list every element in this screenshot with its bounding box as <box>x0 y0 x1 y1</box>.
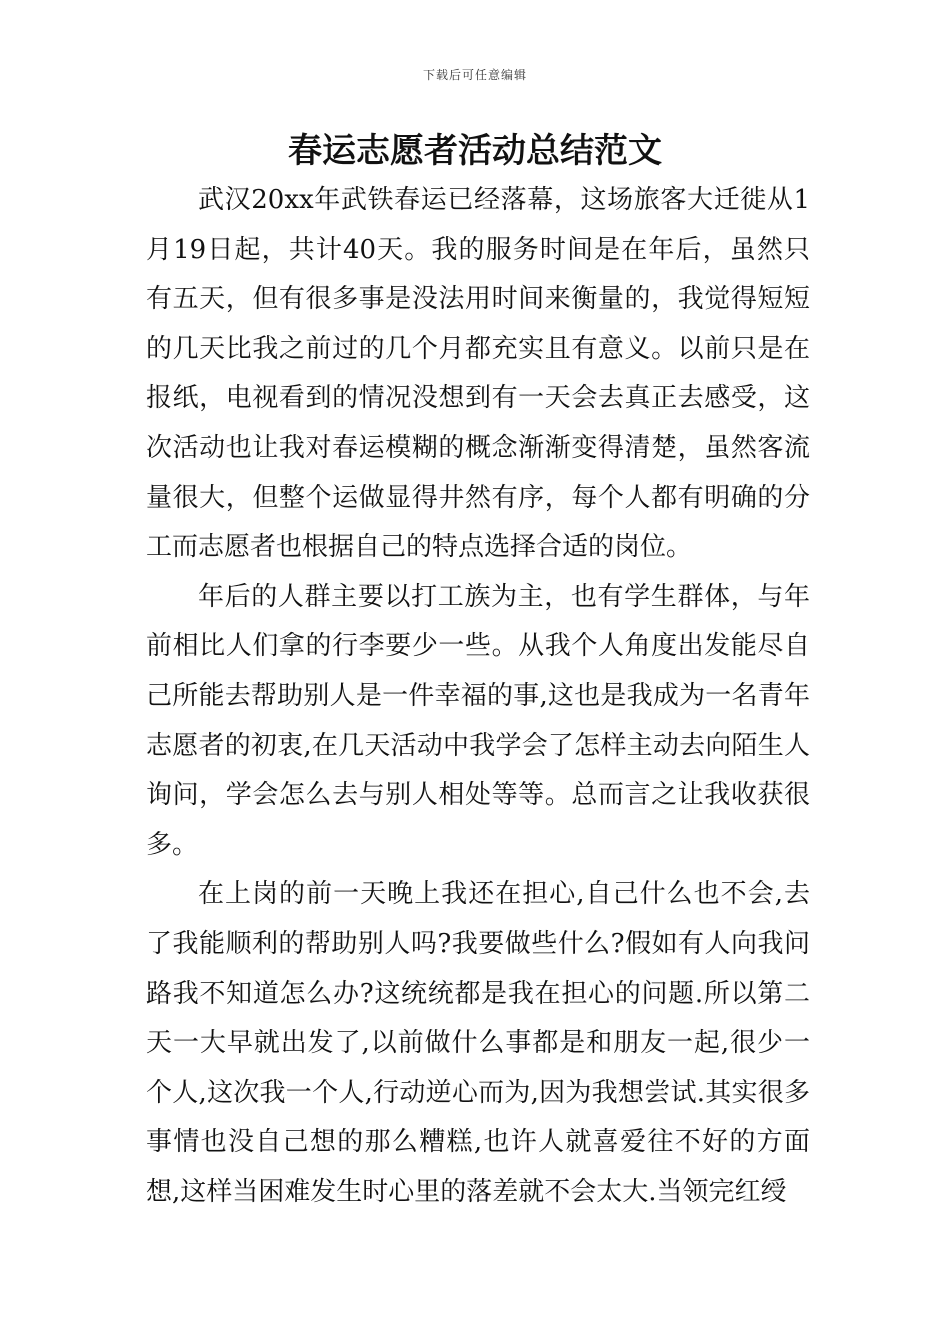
document-body <box>146 176 810 1217</box>
paragraph-1: 武汉20xx年武铁春运已经落幕，这场旅客大迁徙从1月19日起，共计40天。我的服务时间是在年后，虽然只有五天，但有很多事是没法用时间来衡量的，我觉得短短的几天比我之前过的几个月都充实且有意义。以前只是在报纸，电视看到的情况没想到有一天会去真正去感受，这次活动也让我对春运模糊的概念渐渐变得清楚，虽然客流量很大，但整个运做显得井然有序，每个人都有明确的分工而志愿者也根据自己的特点选择合适的岗位。 <box>146 185 810 563</box>
paragraph-3: 在上岗的前一天晚上我还在担心,自己什么也不会,去了我能顺利的帮助别人吗?我要做些什么?假如有人向我问路我不知道怎么办?这统统都是我在担心的问题.所以第二天一大早就出发了,以前做什么事都是和朋友一起,很少一个人,这次我一个人,行动逆心而为,因为我想尝试.其实很多事情也没自己想的那么糟糕,也许人就喜爱往不好的方面想,这样当困难发生时心里的落差就不会太大.当领完红绶 <box>146 879 810 1207</box>
document-title: 春运志愿者活动总结范文 <box>288 131 662 171</box>
paragraph-2: 年后的人群主要以打工族为主，也有学生群体，与年前相比人们拿的行李要少一些。从我个人角度出发能尽自己所能去帮助别人是一件幸福的事,这也是我成为一名青年志愿者的初衷,在几天活动中我学会了怎样主动去向陌生人询问，学会怎么去与别人相处等等。总而言之让我收获很多。 <box>146 581 810 860</box>
header-note: 下载后可任意编辑 <box>422 68 527 82</box>
